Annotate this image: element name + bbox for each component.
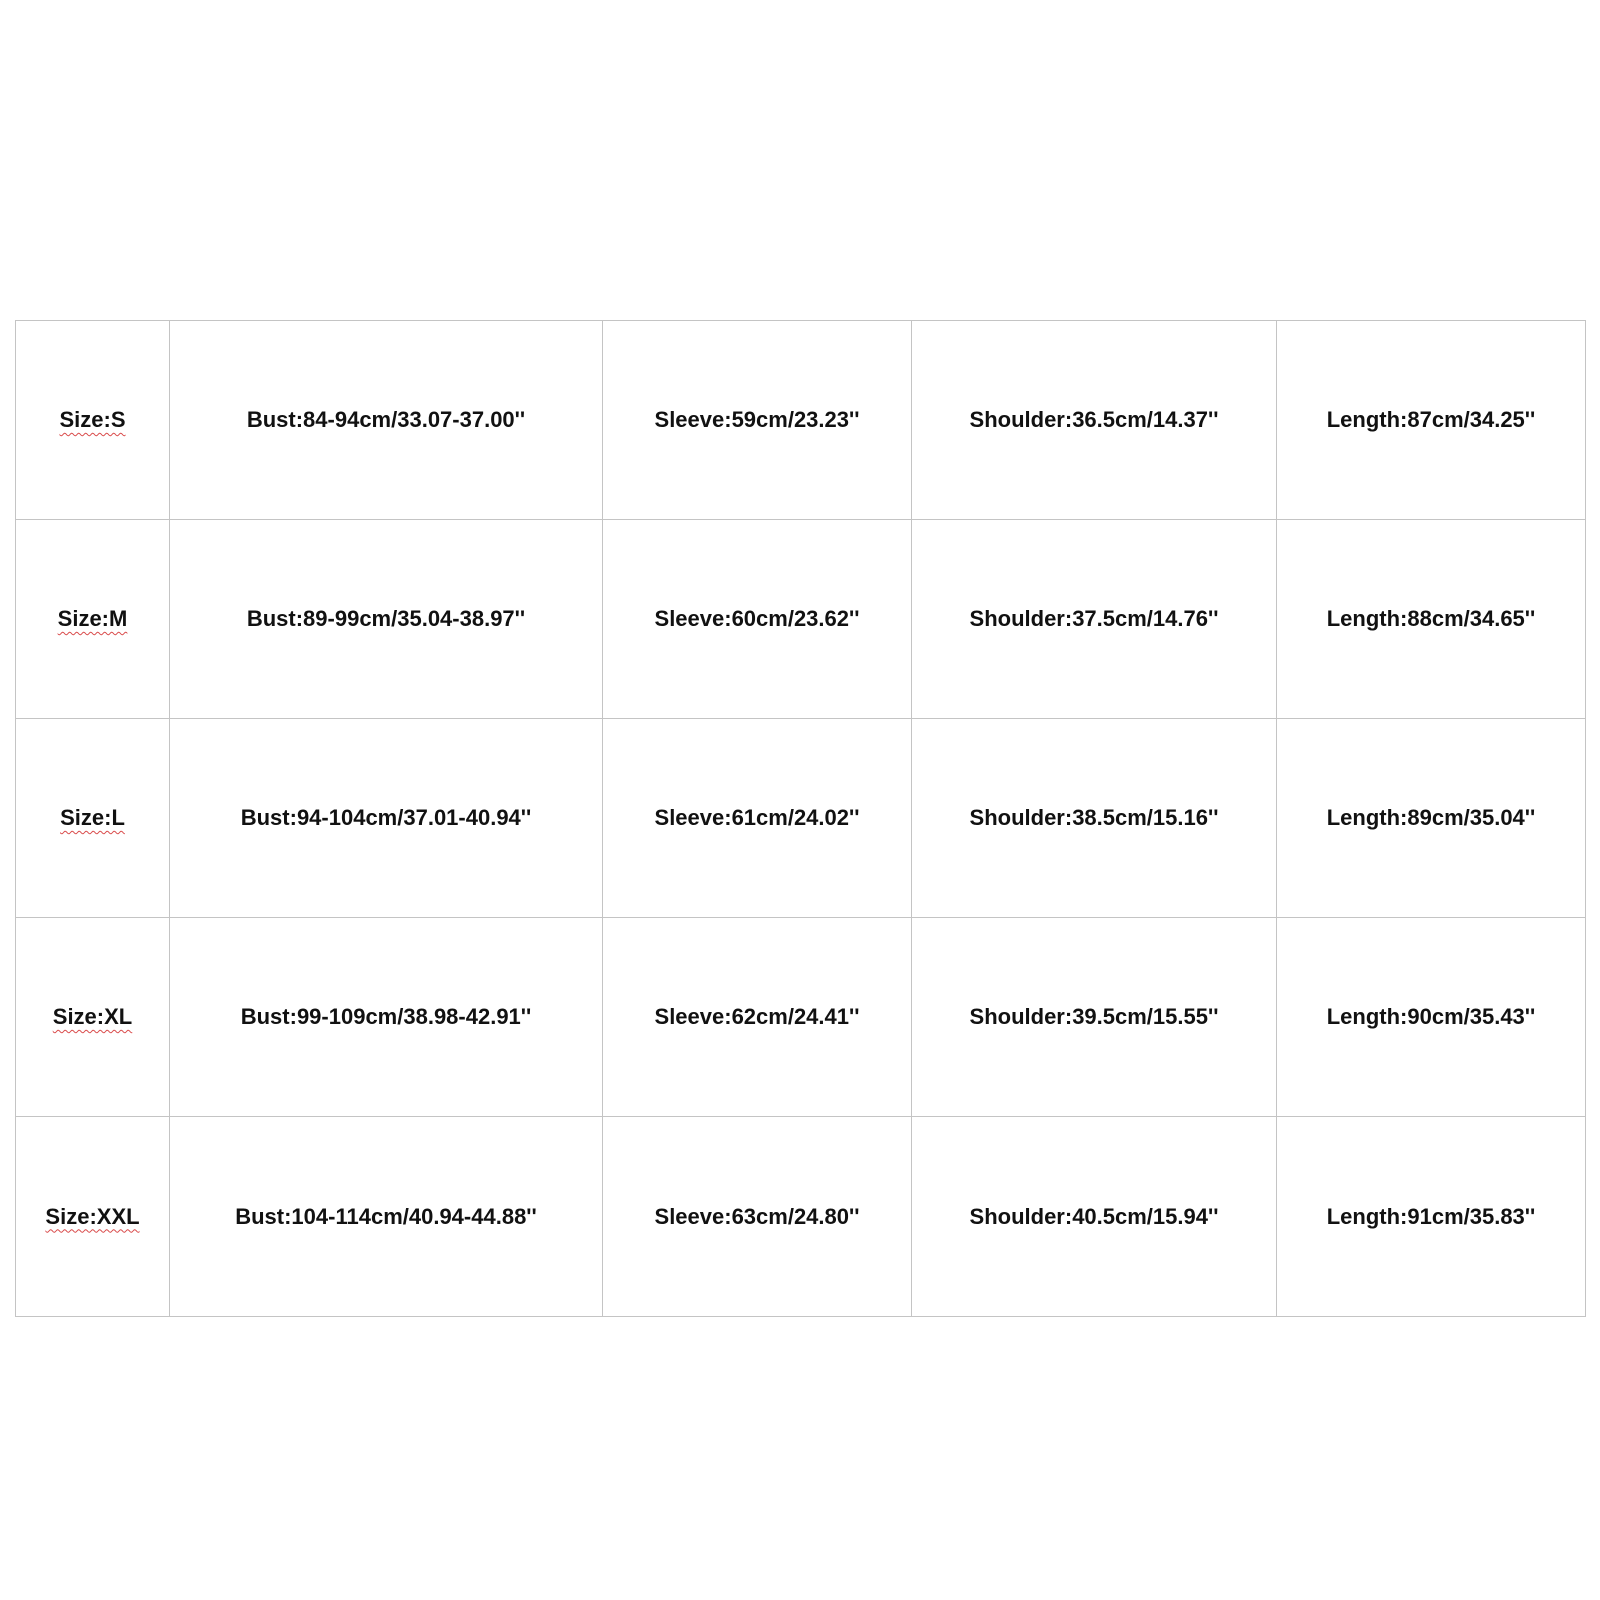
table-row (16, 321, 1586, 520)
shoulder-cell: Shoulder:39.5cm/15.55'' (912, 918, 1277, 1117)
shoulder-cell: Shoulder:36.5cm/14.37'' (912, 321, 1277, 520)
table-row (16, 719, 1586, 918)
size-cell (16, 918, 170, 1117)
size-label: Size:S (59, 407, 126, 432)
size-label: Size:XL (52, 1004, 133, 1029)
size-cell (16, 719, 170, 918)
sleeve-cell: Sleeve:61cm/24.02'' (603, 719, 912, 918)
table-row (16, 918, 1586, 1117)
table-row (16, 1117, 1586, 1317)
bust-cell: Bust:84-94cm/33.07-37.00'' (170, 321, 603, 520)
bust-cell: Bust:94-104cm/37.01-40.94'' (170, 719, 603, 918)
length-cell: Length:89cm/35.04'' (1277, 719, 1586, 918)
size-label: Size:L (60, 805, 125, 830)
sleeve-cell: Sleeve:62cm/24.41'' (603, 918, 912, 1117)
bust-cell: Bust:104-114cm/40.94-44.88'' (170, 1117, 603, 1317)
size-cell (16, 321, 170, 520)
shoulder-cell: Shoulder:38.5cm/15.16'' (912, 719, 1277, 918)
length-cell: Length:88cm/34.65'' (1277, 520, 1586, 719)
shoulder-cell: Shoulder:40.5cm/15.94'' (912, 1117, 1277, 1317)
size-label: Size:XXL (45, 1203, 140, 1229)
shoulder-cell: Shoulder:37.5cm/14.76'' (912, 520, 1277, 719)
sleeve-cell: Sleeve:60cm/23.62'' (603, 520, 912, 719)
size-cell (16, 1117, 170, 1317)
length-cell: Length:87cm/34.25'' (1277, 321, 1586, 520)
table-row (16, 520, 1586, 719)
size-label: Size:M (57, 606, 128, 631)
size-cell (16, 520, 170, 719)
bust-cell: Bust:99-109cm/38.98-42.91'' (170, 918, 603, 1117)
size-chart-table (15, 320, 1586, 1317)
bust-cell: Bust:89-99cm/35.04-38.97'' (170, 520, 603, 719)
length-cell: Length:91cm/35.83'' (1277, 1117, 1586, 1317)
sleeve-cell: Sleeve:59cm/23.23'' (603, 321, 912, 520)
length-cell: Length:90cm/35.43'' (1277, 918, 1586, 1117)
sleeve-cell: Sleeve:63cm/24.80'' (603, 1117, 912, 1317)
